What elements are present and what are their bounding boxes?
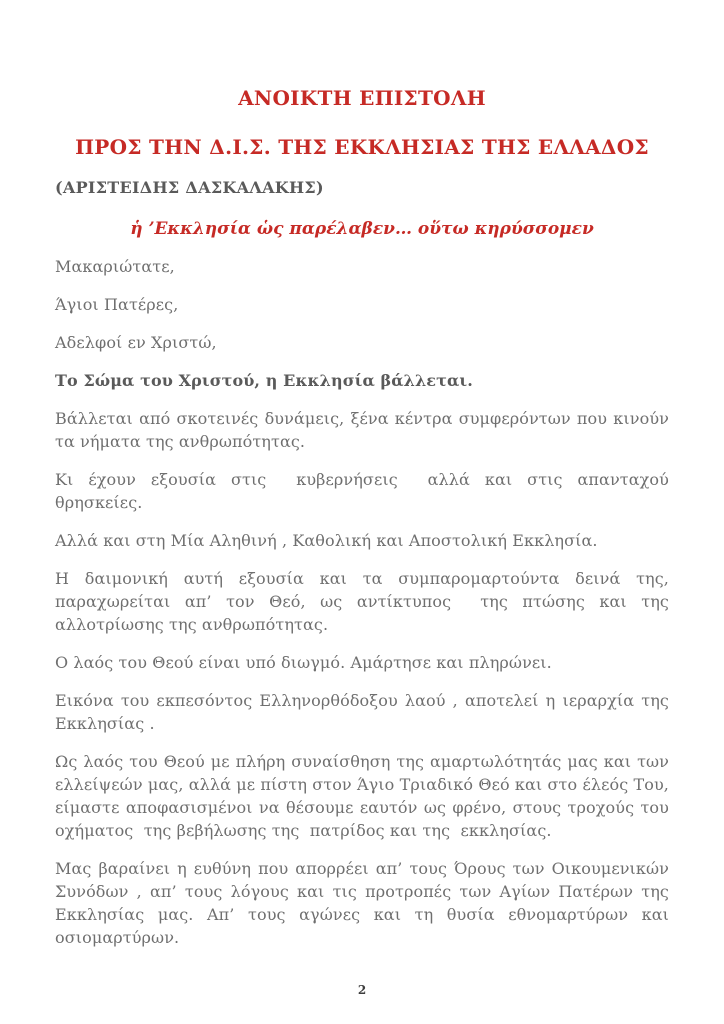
paragraph: Η δαιμονική αυτή εξουσία και τα συμπαρομαρτούντα δεινά της, παραχωρείται απ’ τον Θεό, ως αντίκτυπος της πτώσης και της αλλοτρίωσης της ανθρωπότητας. <box>55 569 675 634</box>
paragraph: Μας βαραίνει η ευθύνη που απορρέει απ’ τους Όρους των Οικουμενικών Συνόδων , απ’ τους λόγους και τις προτροπές των Αγίων Πατέρων της Εκκλησίας μας. Απ’ τους αγώνες και τη θυσία εθνομαρτύρων και οσιομαρτύρων. <box>55 859 675 947</box>
paragraph: Ο λαός του Θεού είναι υπό διωγμό. Αμάρτησε και πληρώνει. <box>55 653 552 672</box>
paragraph: Ως λαός του Θεού με πλήρη συναίσθηση της αμαρτωλότητάς μας και των ελλείψεών μας, αλλά με πίστη στον Άγιο Τριαδικό Θεό και στο έλεός Του, είμαστε αποφασισμένοι να θέσουμε εαυτόν ως φρένο, στους τροχούς του οχήματος της βεβήλωσης της πατρίδος και της εκκλησίας. <box>55 752 675 840</box>
paragraph: Εικόνα του εκπεσόντος Ελληνορθόδοξου λαού , αποτελεί η ιεραρχία της Εκκλησίας . <box>55 691 675 733</box>
document-body <box>55 255 680 949</box>
paragraph: Κι έχουν εξουσία στις κυβερνήσεις αλλά και στις απανταχού θρησκείες. <box>55 470 680 512</box>
document-title-line2: ΠΡΟΣ ΤΗΝ Δ.Ι.Σ. ΤΗΣ ΕΚΚΛΗΣΙΑΣ ΤΗΣ ΕΛΛΑΔΟΣ <box>75 135 649 159</box>
paragraph-salutation: Μακαριώτατε, <box>55 257 175 276</box>
paragraph: Αλλά και στη Μία Αληθινή , Καθολική και Αποστολική Εκκλησία. <box>55 531 598 550</box>
author-line: (ΑΡΙΣΤΕΙΔΗΣ ΔΑΣΚΑΛΑΚΗΣ) <box>55 178 324 197</box>
page-number: 2 <box>357 983 367 997</box>
document-title-line1: ΑΝΟΙΚΤΗ ΕΠΙΣΤΟΛΗ <box>238 86 486 110</box>
paragraph: Βάλλεται από σκοτεινές δυνάμεις, ξένα κέντρα συμφερόντων που κινούν τα νήματα της ανθρωπότητας. <box>55 409 675 451</box>
page-footer <box>0 979 724 998</box>
paragraph-salutation: Άγιοι Πατέρες, <box>55 295 179 314</box>
paragraph-salutation: Αδελφοί εν Χριστώ, <box>55 333 217 352</box>
paragraph-statement: Το Σώμα του Χριστού, η Εκκλησία βάλλεται. <box>55 371 473 390</box>
motto-line: ἡ ʼΕκκλησία ὡς παρέλαβεν… οὕτω κηρύσσομεν <box>130 219 594 239</box>
